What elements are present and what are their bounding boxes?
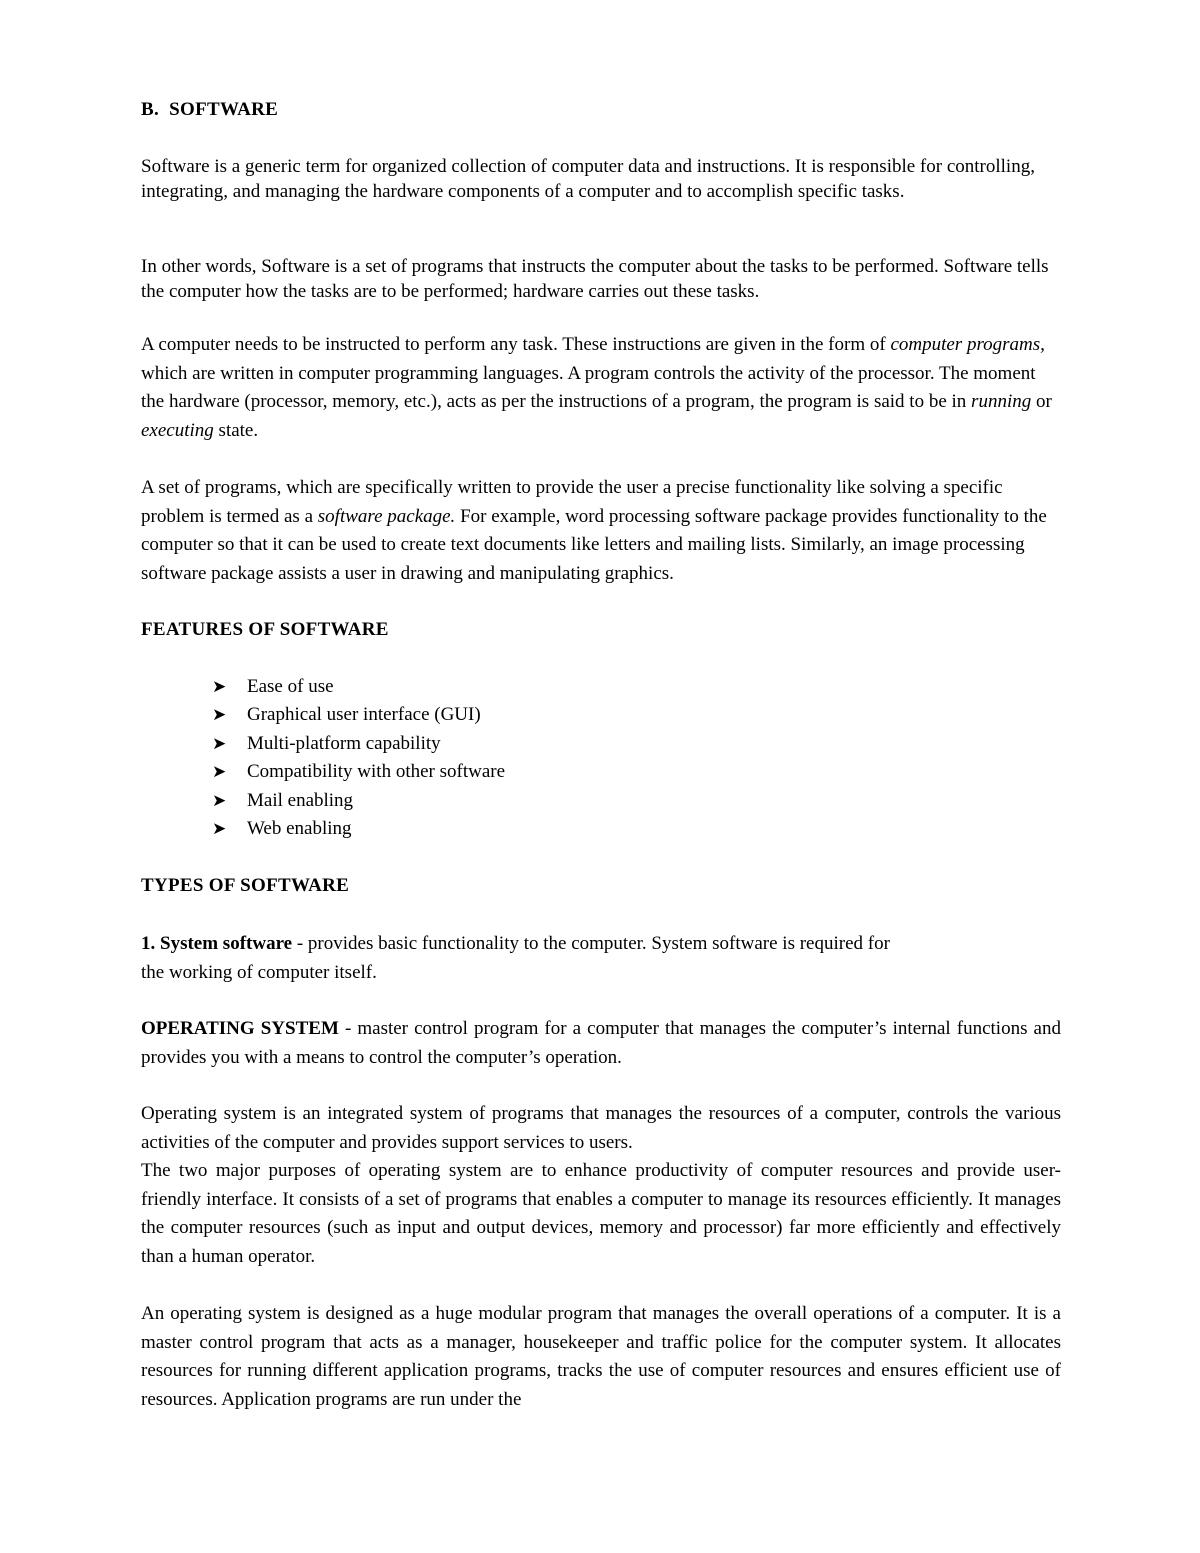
emphasis-running: running bbox=[971, 391, 1032, 412]
text-run: or bbox=[1031, 391, 1052, 412]
text-run: the working of computer itself. bbox=[141, 961, 377, 983]
feature-item bbox=[212, 730, 505, 758]
text-run: A computer needs to be instructed to perform any task. These instructions are given in the form of bbox=[141, 334, 891, 355]
feature-label: Mail enabling bbox=[247, 789, 354, 811]
feature-item bbox=[212, 815, 505, 843]
text-run: state. bbox=[213, 419, 259, 441]
os-paragraph-3: An operating system is designed as a huge modular program that manages the overall operations of a computer. It is a master control program that acts as a manager, housekeeper and traffic police for the computer system. It allocates resources for running different application programs, tracks the use of computer resources and ensures efficient use of resources. Application programs are run under the bbox=[141, 1303, 1061, 1410]
text-run: A set of programs, which are specifically written to provide the user a precise functionality like solving a specific problem is termed as a bbox=[141, 477, 1003, 527]
arrow-bullet-icon: ➤ bbox=[212, 677, 227, 697]
feature-label: Web enabling bbox=[247, 817, 352, 839]
text-run: - provides basic functionality to the computer. System software is required for bbox=[292, 933, 890, 954]
system-software-label: 1. System software bbox=[141, 933, 293, 954]
emphasis-software-package: software package. bbox=[317, 505, 456, 527]
arrow-bullet-icon: ➤ bbox=[212, 818, 227, 839]
intro-paragraph-3 bbox=[141, 331, 1061, 445]
os-paragraph-1: Operating system is an integrated system of programs that manages the resources of a computer, controls the various activities of the computer and provides support services to users. bbox=[141, 1103, 1061, 1153]
emphasis-computer-programs: computer programs, bbox=[890, 334, 1045, 355]
operating-system-definition bbox=[141, 1015, 1061, 1072]
section-title: B. SOFTWARE bbox=[141, 99, 279, 120]
arrow-bullet-icon: ➤ bbox=[212, 762, 227, 783]
system-software-paragraph bbox=[141, 930, 1061, 987]
feature-label: Ease of use bbox=[247, 676, 334, 697]
emphasis-executing: executing bbox=[141, 419, 214, 441]
text-run: - master control program for a computer that manages the computer’s internal functions and provides you with a means to control the computer’s operation. bbox=[141, 1018, 1061, 1068]
arrow-bullet-icon: ➤ bbox=[212, 790, 227, 811]
features-heading: FEATURES OF SOFTWARE bbox=[141, 619, 389, 640]
os-paragraphs bbox=[141, 1100, 1061, 1271]
feature-item bbox=[212, 701, 505, 729]
intro-paragraph-2: In other words, Software is a set of programs that instructs the computer about the tasks to be performed. Software tells the computer how the tasks are to be performed; hardware carries out these tasks. bbox=[141, 256, 1049, 302]
types-heading: TYPES OF SOFTWARE bbox=[141, 875, 350, 896]
feature-item bbox=[212, 787, 505, 815]
intro-paragraph-1: Software is a generic term for organized collection of computer data and instructions. It is responsible for controlling, integrating, and managing the hardware components of a computer and to accomplish specific tasks. bbox=[141, 156, 1035, 202]
os-paragraph-2: The two major purposes of operating system are to enhance productivity of computer resources and provide user-friendly interface. It consists of a set of programs that enables a computer to manage its resources efficiently. It manages the computer resources (such as input and output devices, memory and processor) far more efficiently and effectively than a human operator. bbox=[141, 1160, 1061, 1267]
text-run: For example, word processing software package provides functionality to the computer so that it can be used to create text documents like letters and mailing lists. Similarly, an image processing software package assists a user in drawing and manipulating graphics. bbox=[141, 505, 1047, 584]
feature-label: Graphical user interface (GUI) bbox=[247, 704, 481, 726]
intro-paragraph-4 bbox=[141, 474, 1061, 588]
feature-label: Multi-platform capability bbox=[247, 732, 441, 754]
arrow-bullet-icon: ➤ bbox=[212, 705, 227, 726]
feature-item bbox=[212, 673, 505, 701]
arrow-bullet-icon: ➤ bbox=[212, 733, 227, 754]
operating-system-label: OPERATING SYSTEM bbox=[141, 1018, 339, 1039]
feature-label: Compatibility with other software bbox=[247, 761, 506, 783]
feature-item bbox=[212, 758, 505, 786]
features-list bbox=[212, 673, 505, 843]
text-run: which are written in computer programming languages. A program controls the activity of the processor. The moment the hardware (processor, memory, etc.), acts as per the instructions of a program, the program is said to be in bbox=[141, 362, 1036, 412]
